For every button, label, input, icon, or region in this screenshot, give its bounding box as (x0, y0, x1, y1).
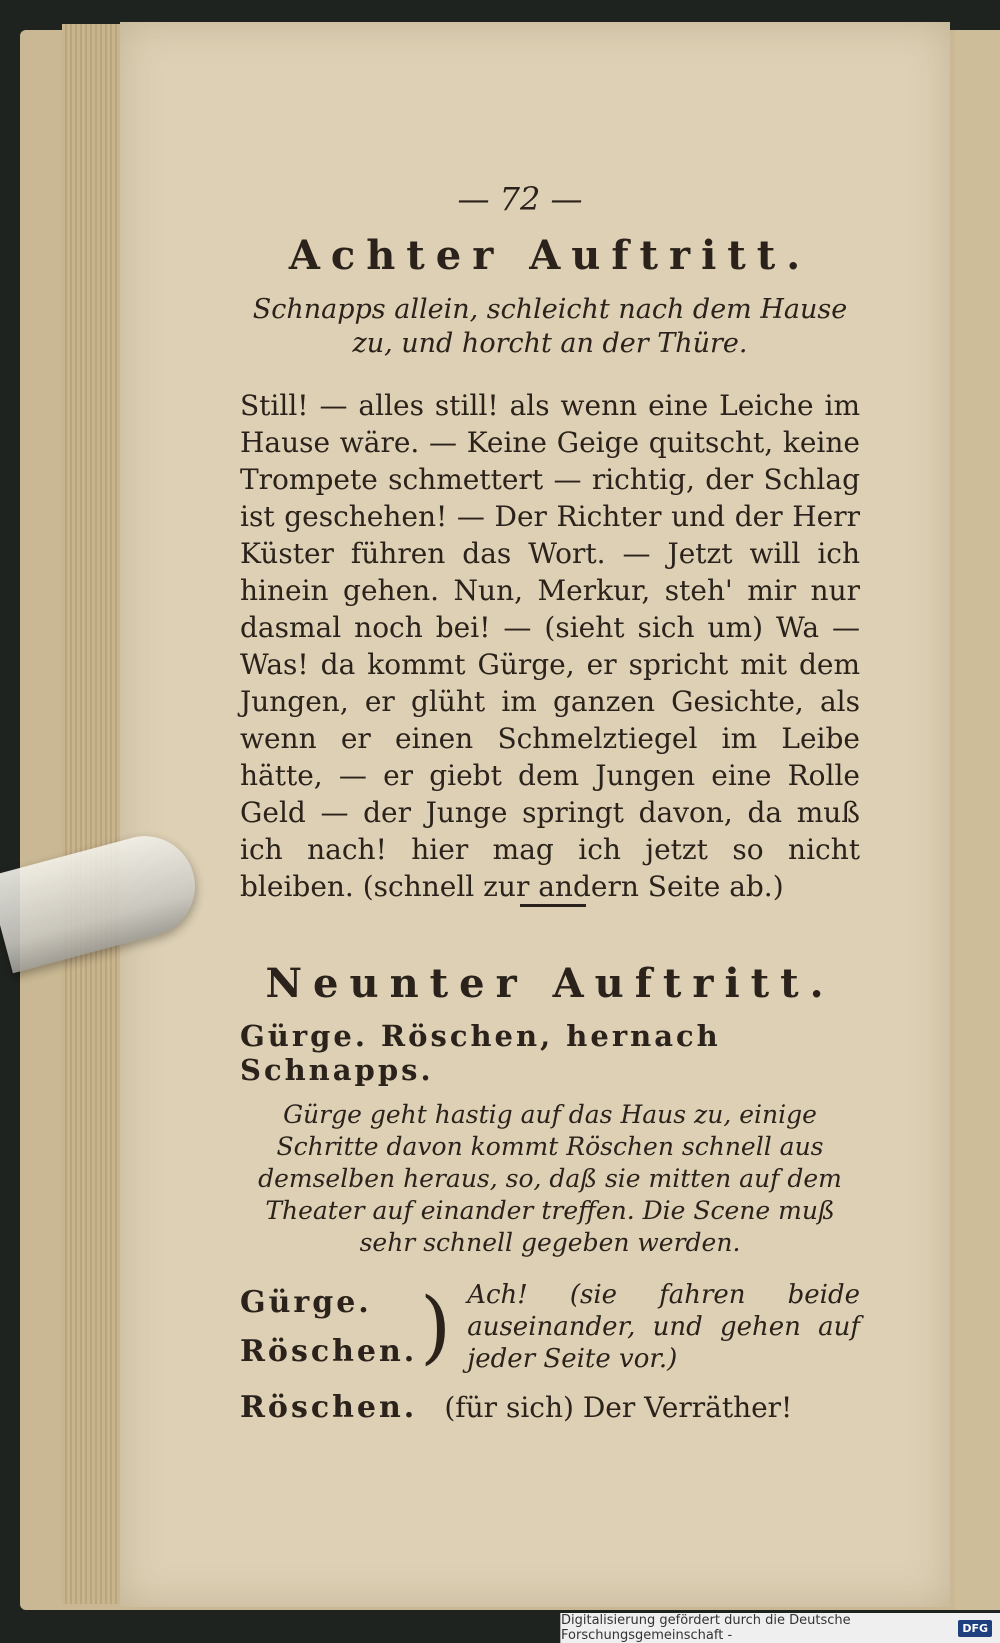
speaker-roeschen: Röschen. (240, 1334, 418, 1369)
brace-icon: ) (420, 1280, 452, 1373)
scene-9 (240, 960, 860, 1426)
digitization-footer (560, 1613, 1000, 1643)
dialogue-text: Still! — alles still! als wenn eine Leiche im Hause wäre. — Keine Geige quitscht, keine Trompete schmettert — richtig, der Schlag ist geschehen! — Der Richter und der Herr Küster führen das Wort. — Jetzt will ich hinein gehen. Nun, Merkur, steh' mir nur dasmal noch bei! — (sieht sich um) Wa — Was! da kommt Gürge, er spricht mit dem Jungen, er glüht im ganzen Gesichte, als wenn er einen Schmelztiegel im Leibe hätte, — er giebt dem Jungen eine Rolle Geld — der Junge springt davon, da muß ich nach! hier mag ich jetzt so nicht bleiben. (schnell zur andern Seite ab.) (240, 389, 860, 903)
dialogue-line (240, 1389, 860, 1426)
scene-heading: Neunter Auftritt. (265, 960, 835, 1007)
dialogue-text: (für sich) Der Verräther! (444, 1391, 793, 1424)
stage-direction: Schnapps allein, schleicht nach dem Hause zu, und horcht an der Thüre. (252, 294, 848, 359)
stage-direction: Gürge geht hastig auf das Haus zu, einige Schritte davon kommt Röschen schnell aus demselben heraus, so, daß sie mitten auf dem Theater auf einander treffen. Die Scene muß sehr schnell gegeben werden. (258, 1100, 842, 1257)
facing-page-edge (955, 30, 1000, 1610)
dialogue-text: Ach! (sie fahren beide auseinander, und gehen auf jeder Seite vor.) (467, 1280, 860, 1374)
speaker-roeschen: Röschen. (240, 1390, 418, 1425)
scene-8 (240, 232, 860, 905)
speaker-guerge: Gürge. (240, 1285, 372, 1320)
section-divider (520, 904, 586, 907)
cast-list: Gürge. Röschen, hernach Schnapps. (240, 1019, 721, 1087)
speakers (240, 1285, 420, 1369)
scene-heading: Achter Auftritt. (288, 232, 812, 279)
page-number: — 72 — (457, 180, 583, 218)
dialogue-line (240, 1279, 860, 1375)
footer-credit: Digitalisierung gefördert durch die Deutsche Forschungsgemeinschaft - (561, 1613, 851, 1643)
dfg-logo-icon: DFG (958, 1620, 992, 1637)
